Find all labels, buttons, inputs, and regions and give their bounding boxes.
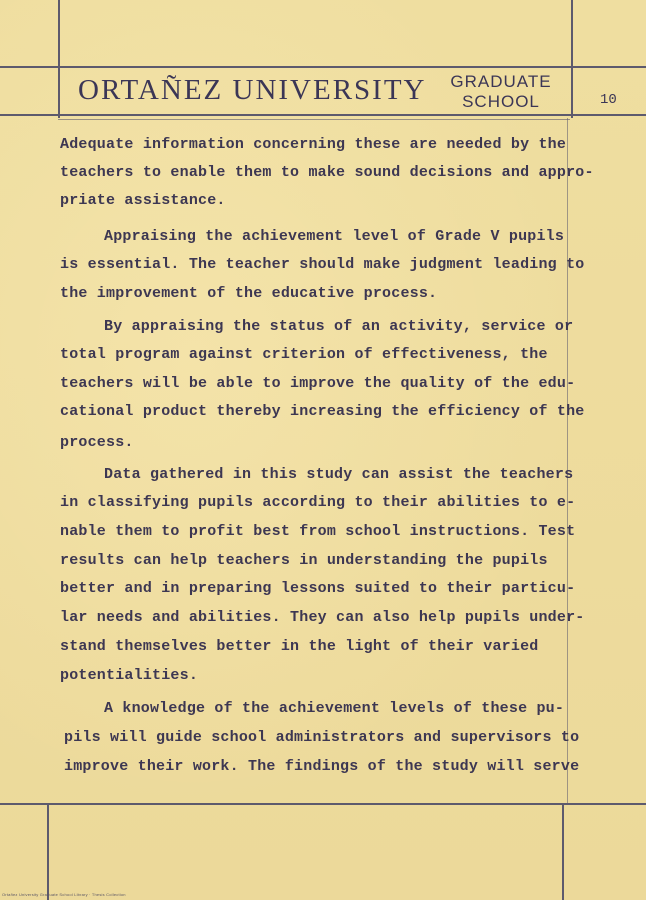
text-line: better and in preparing lessons suited to their particu- xyxy=(60,580,576,597)
text-line: teachers will be able to improve the quality of the edu- xyxy=(60,375,576,392)
text-line: cational product thereby increasing the efficiency of the xyxy=(60,403,585,420)
text-line: Adequate information concerning these are needed by the xyxy=(60,136,567,153)
right-margin-rule xyxy=(571,0,573,118)
text-line: stand themselves better in the light of their varied xyxy=(60,638,539,655)
graduate-school-label xyxy=(446,72,556,112)
text-line: priate assistance. xyxy=(60,192,226,209)
text-line: total program against criterion of effectiveness, the xyxy=(60,346,548,363)
text-line: teachers to enable them to make sound decisions and appro- xyxy=(60,164,594,181)
text-line: potentialities. xyxy=(60,667,199,684)
page-number: 10 xyxy=(600,92,617,108)
left-margin-rule-lower xyxy=(47,805,49,900)
text-line: lar needs and abilities. They can also help pupils under- xyxy=(60,609,585,626)
text-line: By appraising the status of an activity, service or xyxy=(104,318,574,335)
text-line: the improvement of the educative process. xyxy=(60,285,438,302)
school-label-line-2: SCHOOL xyxy=(462,92,540,111)
text-line: Data gathered in this study can assist the teachers xyxy=(104,466,574,483)
school-label-line-1: GRADUATE xyxy=(450,72,552,91)
text-line: nable them to profit best from school instructions. Test xyxy=(60,523,576,540)
text-line: pils will guide school administrators and supervisors to xyxy=(64,729,580,746)
right-margin-rule-lower xyxy=(562,805,564,900)
university-name: ORTAÑEZ UNIVERSITY xyxy=(78,74,427,106)
header-bottom-rule xyxy=(0,114,646,116)
text-line: in classifying pupils according to their abilities to e- xyxy=(60,494,576,511)
text-line: results can help teachers in understanding the pupils xyxy=(60,552,548,569)
bottom-margin-rule xyxy=(0,803,646,805)
text-line: improve their work. The findings of the study will serve xyxy=(64,758,580,775)
text-line: process. xyxy=(60,434,134,451)
left-margin-rule xyxy=(58,0,60,118)
body-text xyxy=(60,132,594,775)
text-line: is essential. The teacher should make judgment leading to xyxy=(60,256,585,273)
scan-footer-mark: Ortañez University Graduate School Library · Thesis Collection xyxy=(2,892,126,897)
text-line: A knowledge of the achievement levels of these pu- xyxy=(104,700,565,717)
header-inner-rule xyxy=(58,119,570,120)
text-line: Appraising the achievement level of Grade V pupils xyxy=(104,228,565,245)
top-margin-rule xyxy=(0,66,646,68)
